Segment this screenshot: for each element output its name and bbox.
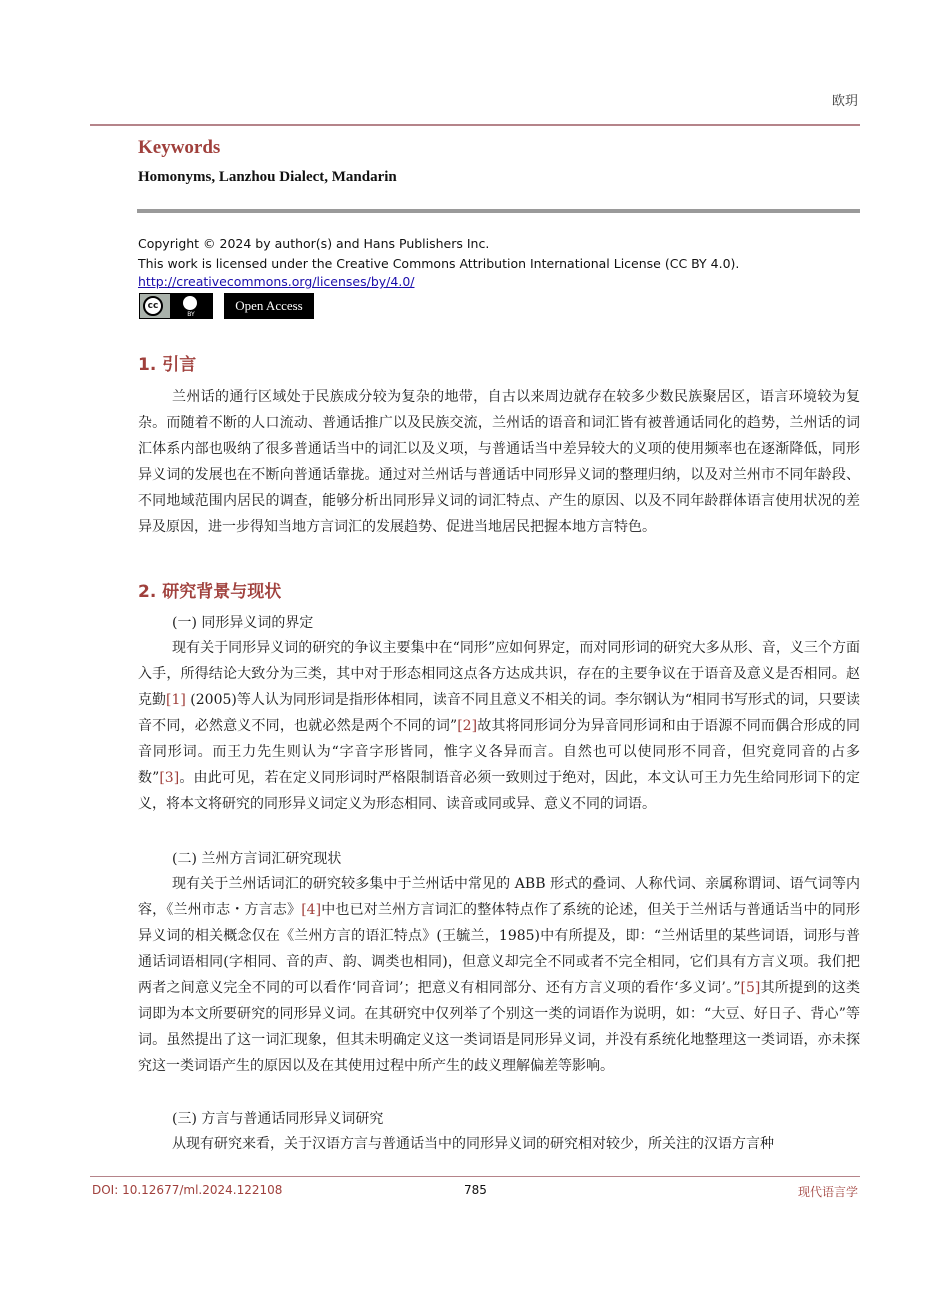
by-label: BY xyxy=(187,311,195,318)
citation-link[interactable]: [5] xyxy=(740,980,761,996)
license-link[interactable]: http://creativecommons.org/licenses/by/4.0/ xyxy=(138,274,415,289)
keywords-text: Homonyms, Lanzhou Dialect, Mandarin xyxy=(138,169,397,185)
person-icon xyxy=(183,296,197,310)
cc-icon: cc xyxy=(143,296,163,316)
subsection-3-heading: (三) 方言与普通话同形异义词研究 xyxy=(172,1111,384,1127)
subsection-2-paragraph: 现有关于兰州话词汇的研究较多集中于兰州话中常见的 ABB 形式的叠词、人称代词、亲属称谓词、语气词等内容，《兰州市志・方言志》[4]中也已对兰州方言词汇的整体特点作了系统的论述，但关于兰州话与普通话当中的同形异义词的相关概念仅在《兰州方言的语汇特点》(王毓兰，1985)中有所提及，即：“兰州话里的某些词语，词形与普通话词语相同(字相同、音的声、韵、调类也相同)，但意义却完全不同或者不完全相同，它们具有方言义项。我们把两者之间意义完全不同的可以看作‘同音词’；把意义有相同部分、还有方言义项的看作‘多义词’。”[5]其所提到的这类词即为本文所要研究的同形异义词。在其研究中仅列举了个别这一类的词语作为说明，如：“大豆、好日子、背心”等词。虽然提出了这一词汇现象，但其未明确定义这一类词语是同形异义词，并没有系统化地整理这一类词语，亦未探究这一类词语产生的原因以及在其使用过程中所产生的歧义理解偏差等影响。 xyxy=(138,876,861,1074)
subsection-1-heading: (一) 同形异义词的界定 xyxy=(172,615,314,631)
footer-divider xyxy=(90,1176,860,1177)
subsection-1-paragraph: 现有关于同形异义词的研究的争议主要集中在“同形”应如何界定，而对同形词的研究大多从形、音，义三个方面入手，所得结论大致分为三类，其中对于形态相同这点各方达成共识，存在的主要争议在于语音及意义是否相同。赵克勤[1] (2005)等人认为同形词是指形体相同，读音不同且意义不相关的词。李尔钢认为“相同书写形式的词，只要读音不同，必然意义不同，也就必然是两个不同的词”[2]故其将同形词分为异音同形词和由于语源不同而偶合形成的同音同形词。而王力先生则认为“字音字形皆同，惟字义各异而言。自然也可以使同形不同音，但究竟同音的占多数”[3]。由此可见，若在定义同形词时严格限制语音必须一致则过于绝对，因此，本文认可王力先生给同形词下的定义，将本文将研究的同形异义词定义为形态相同、读音或同或异、意义不同的词语。 xyxy=(138,640,861,812)
subsection-3-paragraph: 从现有研究来看，关于汉语方言与普通话当中的同形异义词的研究相对较少，所关注的汉语方言种 xyxy=(172,1136,774,1152)
citation-link[interactable]: [2] xyxy=(457,718,478,734)
citation-link[interactable]: [4] xyxy=(301,902,322,918)
header-divider xyxy=(90,124,860,126)
footer-journal: 现代语言学 xyxy=(797,1185,858,1199)
section-1-heading: 1. 引言 xyxy=(138,355,197,375)
citation-link[interactable]: [3] xyxy=(159,770,180,786)
running-header-author: 欧玥 xyxy=(831,94,858,109)
subsection-2-heading: (二) 兰州方言词汇研究现状 xyxy=(172,851,342,867)
citation-link[interactable]: [1] xyxy=(166,692,186,708)
keywords-title: Keywords xyxy=(138,137,221,158)
by-icon xyxy=(170,294,212,318)
footer-page-number: 785 xyxy=(464,1183,487,1197)
license-line: This work is licensed under the Creative Commons Attribution International License (CC BY 4.0). xyxy=(138,256,740,271)
keywords-divider xyxy=(137,209,860,213)
section-2-heading: 2. 研究背景与现状 xyxy=(138,582,282,602)
section-1-paragraph: 兰州话的通行区域处于民族成分较为复杂的地带，自古以来周边就存在较多少数民族聚居区，语言环境较为复杂。而随着不断的人口流动、普通话推广以及民族交流，兰州话的语音和词汇皆有被普通话同化的趋势，兰州话的词汇体系内部也吸纳了很多普通话当中的词汇以及义项，与普通话当中差异较大的义项的使用频率也在逐渐降低，同形异义词的发展也在不断向普通话靠拢。通过对兰州话与普通话中同形异义词的整理归纳，以及对兰州市不同年龄段、不同地域范围内居民的调查，能够分析出同形异义词的词汇特点、产生的原因、以及不同年龄群体语言使用状况的差异及原因，进一步得知当地方言词汇的发展趋势、促进当地居民把握本地方言特色。 xyxy=(138,389,860,535)
cc-by-badge[interactable] xyxy=(139,293,213,319)
open-access-badge[interactable]: Open Access xyxy=(224,293,314,319)
footer-doi[interactable]: DOI: 10.12677/ml.2024.122108 xyxy=(92,1183,283,1197)
copyright-line: Copyright © 2024 by author(s) and Hans Publishers Inc. xyxy=(138,236,490,251)
